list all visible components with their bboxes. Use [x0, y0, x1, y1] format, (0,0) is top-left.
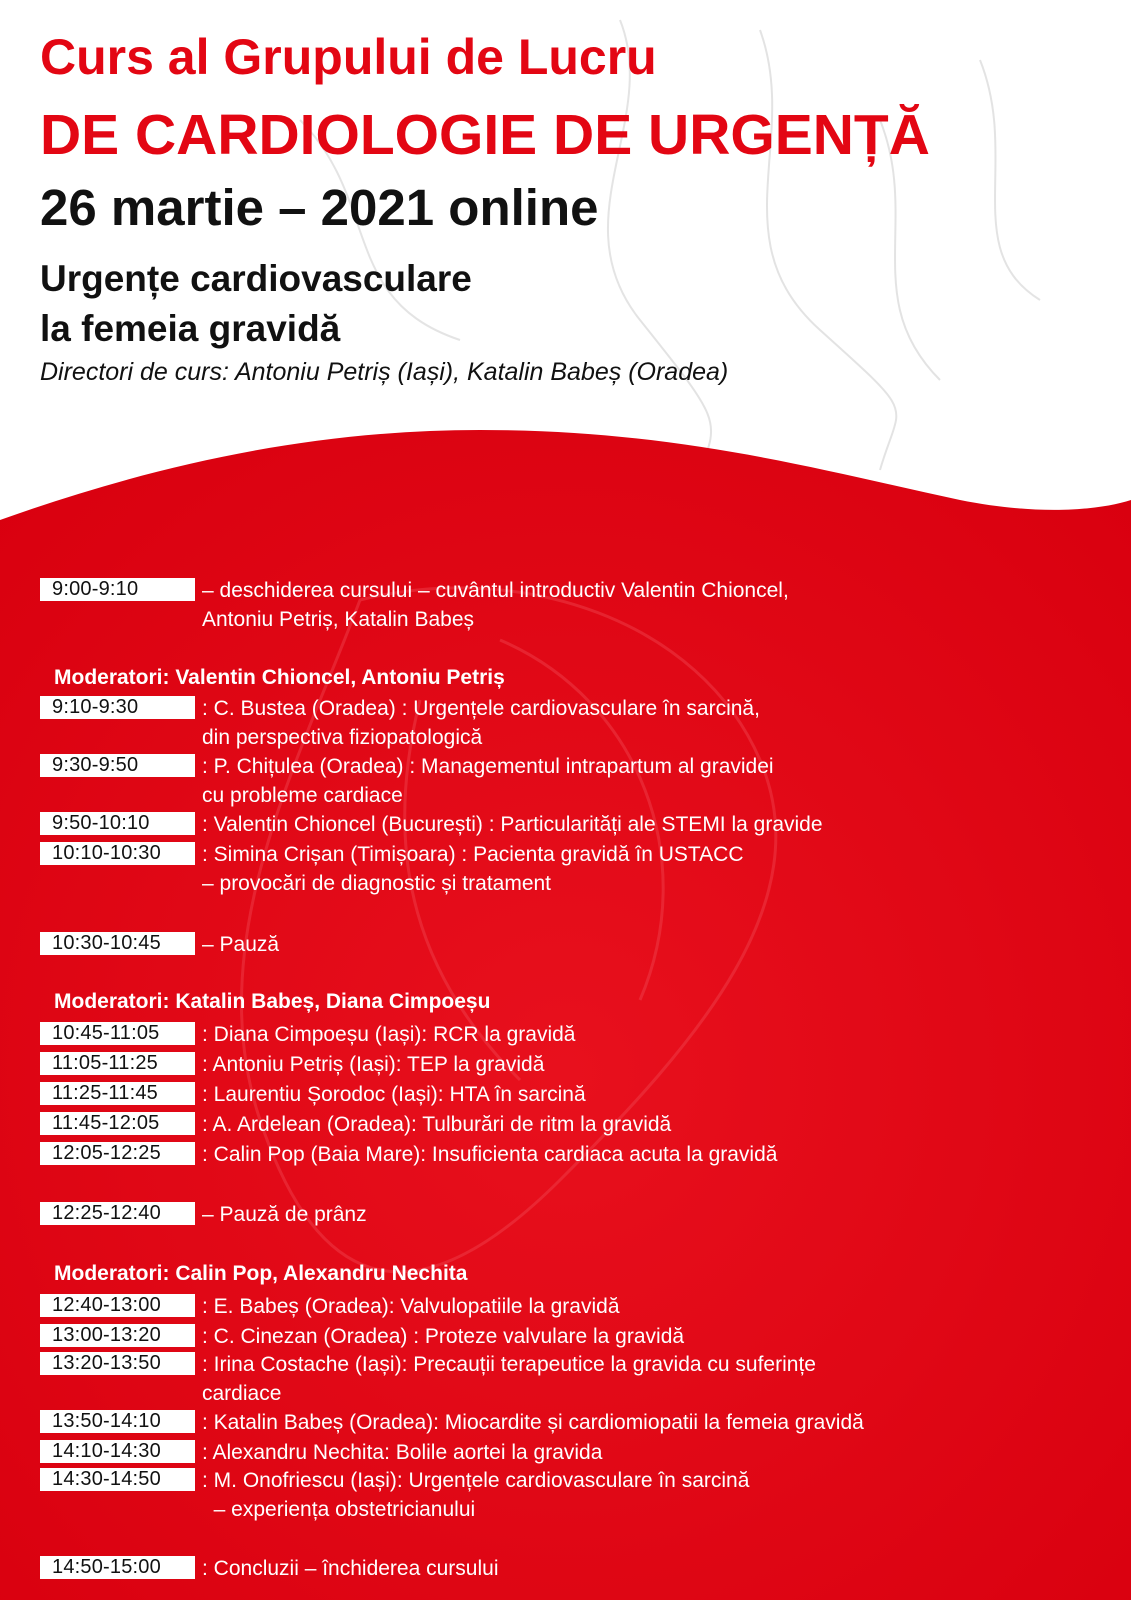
course-topic — [40, 254, 472, 354]
vascular-illustration — [300, 20, 1040, 470]
session-text: : Irina Costache (Iași): Precauții terapeutice la gravida cu suferințe cardiace — [202, 1353, 816, 1405]
session-text: : Diana Cimpoeșu (Iași): RCR la gravidă — [202, 1023, 576, 1046]
session-text: – Pauză de prânz — [202, 1203, 367, 1226]
time-label: 13:00-13:20 — [40, 1324, 195, 1347]
session-text: – Pauză — [202, 933, 280, 956]
moderators-block-3: Moderatori: Calin Pop, Alexandru Nechita — [54, 1262, 468, 1285]
course-title-line2: DE CARDIOLOGIE DE URGENȚĂ — [40, 103, 930, 167]
session-text: : P. Chițulea (Oradea) : Managementul intrapartum al gravidei cu probleme cardiace — [202, 755, 774, 807]
time-label: 14:10-14:30 — [40, 1440, 195, 1463]
time-label: 10:10-10:30 — [40, 842, 195, 865]
session-text: : Valentin Chioncel (București) : Particularități ale STEMI la gravide — [202, 813, 823, 836]
time-label: 14:30-14:50 — [40, 1468, 195, 1491]
session-text: : Simina Crișan (Timișoara) : Pacienta gravidă în USTACC – provocări de diagnostic și tratament — [202, 843, 744, 895]
time-label: 10:30-10:45 — [40, 932, 195, 955]
time-label: 11:45-12:05 — [40, 1112, 195, 1135]
time-label: 12:05-12:25 — [40, 1142, 195, 1165]
session-text: : C. Bustea (Oradea) : Urgențele cardiovasculare în sarcină, din perspectiva fiziopatologică — [202, 697, 760, 749]
session-text: : Concluzii – închiderea cursului — [202, 1557, 499, 1580]
course-directors: Directori de curs: Antoniu Petriș (Iași), Katalin Babeș (Oradea) — [40, 358, 729, 386]
time-label: 13:20-13:50 — [40, 1352, 195, 1375]
session-text: : Laurentiu Șorodoc (Iași): HTA în sarcină — [202, 1083, 586, 1106]
session-text: : E. Babeș (Oradea): Valvulopatiile la gravidă — [202, 1295, 620, 1318]
moderators-block-2: Moderatori: Katalin Babeș, Diana Cimpoeșu — [54, 990, 491, 1013]
event-date: 26 martie – 2021 online — [40, 179, 599, 236]
time-label: 9:00-9:10 — [40, 578, 195, 601]
moderators-block-1: Moderatori: Valentin Chioncel, Antoniu Petriș — [54, 666, 505, 689]
time-label: 12:40-13:00 — [40, 1294, 195, 1317]
session-text: : A. Ardelean (Oradea): Tulburări de ritm la gravidă — [202, 1113, 672, 1136]
course-title-line1: Curs al Grupului de Lucru — [40, 29, 657, 85]
course-topic-line1: Urgențe cardiovasculare — [40, 258, 472, 299]
session-text: : Alexandru Nechita: Bolile aortei la gravida — [202, 1441, 603, 1464]
time-label: 12:25-12:40 — [40, 1202, 195, 1225]
session-text: : Calin Pop (Baia Mare): Insuficienta cardiaca acuta la gravidă — [202, 1143, 778, 1166]
time-label: 10:45-11:05 — [40, 1022, 195, 1045]
time-label: 9:30-9:50 — [40, 754, 195, 777]
session-text: : C. Cinezan (Oradea) : Proteze valvulare la gravidă — [202, 1325, 685, 1348]
session-text: – deschiderea cursului – cuvântul introductiv Valentin Chioncel, Antoniu Petriș, Katalin Babeș — [202, 579, 789, 631]
time-label: 9:10-9:30 — [40, 696, 195, 719]
session-text: : M. Onofriescu (Iași): Urgențele cardiovasculare în sarcină – experiența obstetricianului — [202, 1469, 750, 1521]
course-topic-line2: la femeia gravidă — [40, 308, 341, 349]
time-label: 9:50-10:10 — [40, 812, 195, 835]
time-label: 13:50-14:10 — [40, 1410, 195, 1433]
time-label: 14:50-15:00 — [40, 1556, 195, 1579]
time-label: 11:05-11:25 — [40, 1052, 195, 1075]
session-text: : Antoniu Petriș (Iași): TEP la gravidă — [202, 1053, 545, 1076]
session-text: : Katalin Babeș (Oradea): Miocardite și cardiomiopatii la femeia gravidă — [202, 1411, 864, 1434]
time-label: 11:25-11:45 — [40, 1082, 195, 1105]
